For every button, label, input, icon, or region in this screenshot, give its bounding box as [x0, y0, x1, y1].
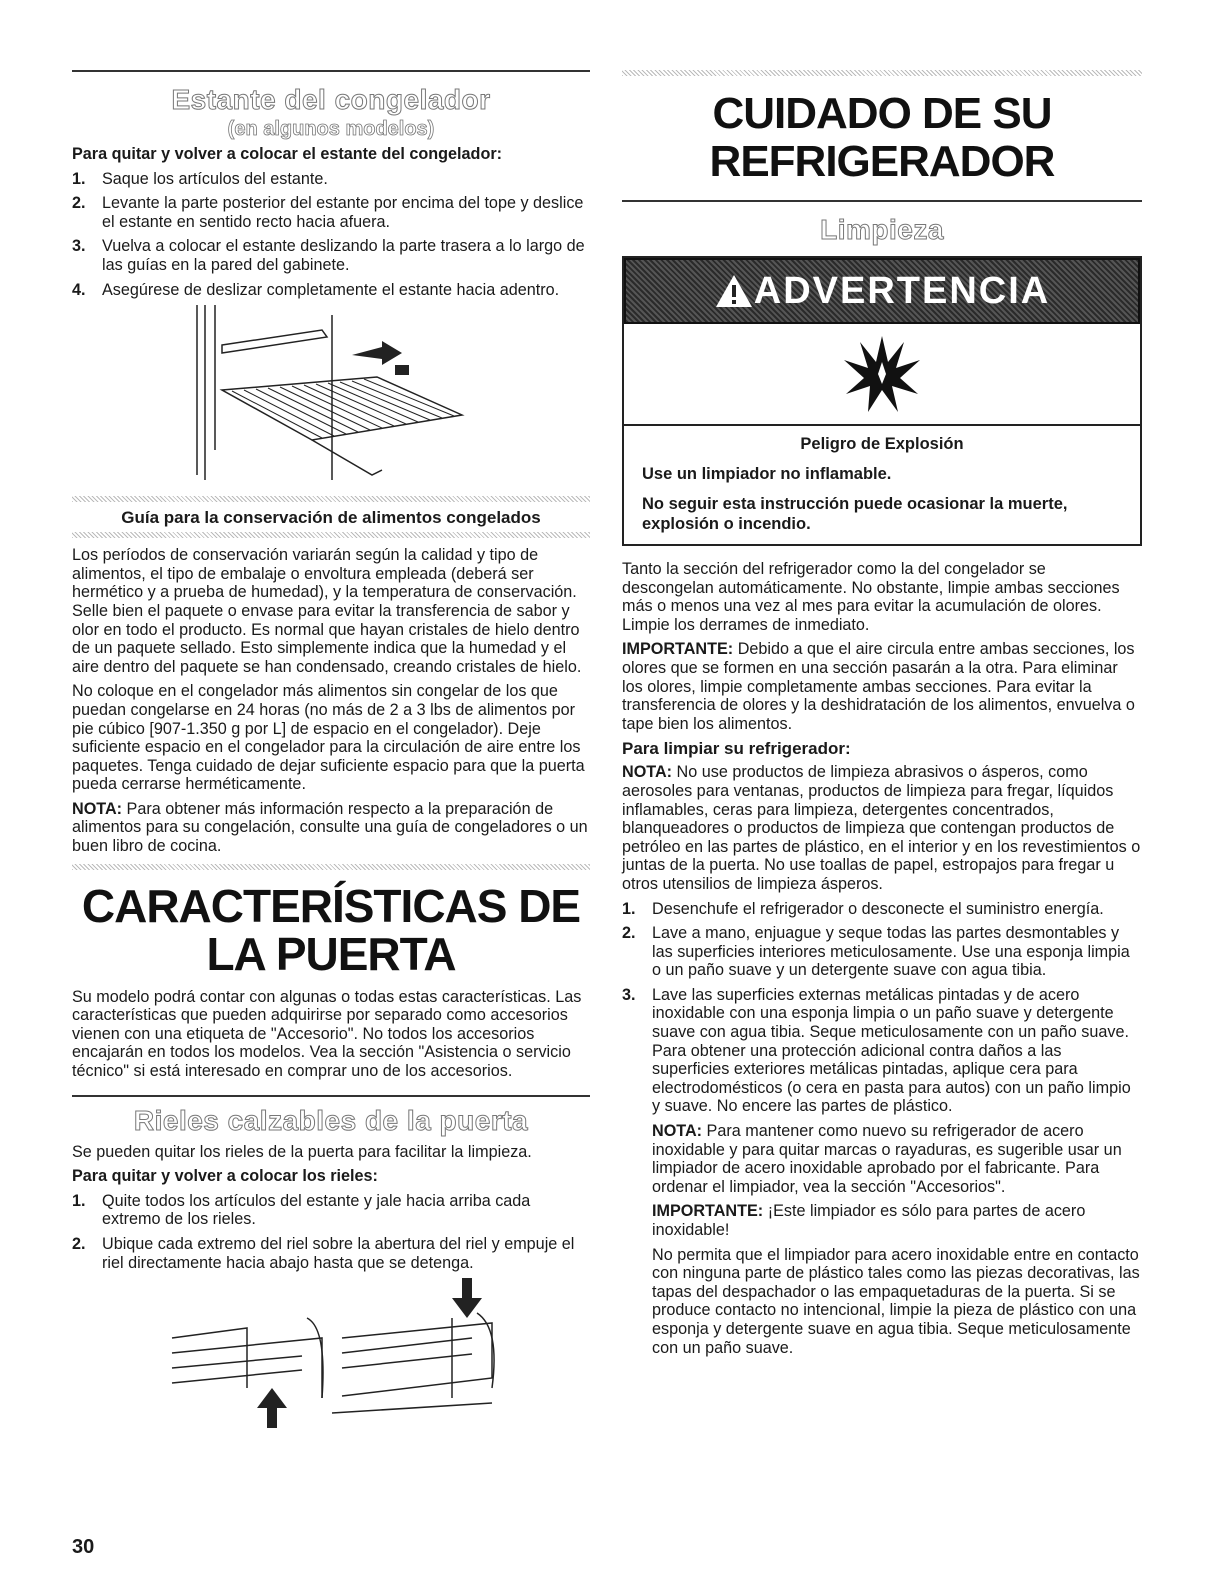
warning-box — [622, 256, 1142, 546]
cleaning-heading: Limpieza — [820, 214, 944, 245]
care-title-line-2: REFRIGERADOR — [709, 137, 1055, 186]
frozen-food-paragraph-2: No coloque en el congelador más alimentos sin congelar de los que puedan congelarse en 24 horas (no más de 2 a 3 lbs de alimentos por pie cúbico [907-1.350 g por L] de espacio en el congelador). Deje suficiente espacio en el congelador para la circulación de aire entre los paquetes. Tenga cuidado de dejar suficiente espacio para que la puerta pueda cerrarse herméticamente. — [72, 682, 585, 794]
section-rule — [72, 1095, 590, 1097]
warning-symbol-area — [624, 324, 1140, 426]
cleaning-paragraph-1: Tanto la sección del refrigerador como la del congelador se descongelan automáticamente. No obstante, limpie ambas secciones más o menos una vez al mes para evitar la acumulación de olores. Limpie los derrames de inmediato. — [622, 560, 1120, 634]
frozen-food-note: NOTA: Para obtener más información respecto a la preparación de alimentos para su congelación, consulte una guía de congeladores o un buen libro de cocina. — [72, 799, 588, 856]
top-rule — [72, 70, 590, 72]
warning-line-2: No seguir esta instrucción puede ocasionar la muerte, explosión o incendio. — [642, 495, 1068, 533]
door-rails-steps — [72, 1192, 590, 1272]
door-features-title-line-2: LA PUERTA — [206, 927, 456, 980]
list-item: 2. Lave a mano, enjuague y seque todas las partes desmontables y las superficies interiores meticulosamente. Use una esponja limpia o un paño suave y un detergente suave con agua tibia. — [622, 924, 1130, 980]
freezer-shelf-illustration — [72, 305, 590, 485]
list-item: 3. Vuelva a colocar el estante deslizando la parte trasera a lo largo de las guías en la pared del gabinete. — [72, 237, 585, 274]
list-item: 3. Lave las superficies externas metálicas pintadas y de acero inoxidable con una esponja limpia o un paño suave y detergente suave con agua tibia. Seque meticulosamente con un paño suave. Para obtener una protección adicional contra daños a las superficies exteriores metálicas pintadas, aplique cera para electrodomésticos (o cera en pasta para autos) con un paño limpio y suave. No encere las partes de plástico. — [622, 985, 1131, 1116]
warning-text — [624, 426, 1140, 544]
freezer-shelf-subheading: (en algunos modelos) — [227, 118, 435, 140]
step3-final: No permita que el limpiador para acero inoxidable entre en contacto con ninguna parte de plástico tales como las piezas decorativas, las tapas del despachador o las empaquetaduras de la puerta. Si se produce contacto no intencional, limpie la pieza de plástico con una esponja y detergente suave en agua tibia. Seque meticulosamente con un paño suave. — [652, 1245, 1140, 1357]
top-divider — [622, 70, 1142, 76]
section-divider — [72, 532, 590, 538]
explosion-icon — [842, 334, 922, 414]
warning-triangle-icon — [714, 273, 754, 309]
warning-line-1: Use un limpiador no inflamable. — [642, 465, 892, 483]
right-column — [622, 70, 1142, 1363]
door-features-paragraph: Su modelo podrá contar con algunas o todas estas características. Las características que pueden adquirirse por separado como accesorios vienen con una etiqueta de "Accesorio". No todos los accesorios encajarán en todos los modelos. Vea la sección "Asistencia o servicio técnico" si está interesado en comprar uno de los accesorios. — [72, 987, 582, 1081]
door-rails-paragraph: Se pueden quitar los rieles de la puerta para facilitar la limpieza. — [72, 1142, 532, 1161]
warning-banner — [624, 258, 1140, 324]
step3-note: NOTA: Para mantener como nuevo su refrigerador de acero inoxidable y para quitar marcas o rayaduras, es sugerible usar un limpiador de acero inoxidable aprobado por el fabricante. Para ordenar el limpiador, vea la sección "Accesorios". — [652, 1122, 1122, 1196]
howto-heading: Para limpiar su refrigerador: — [622, 739, 851, 759]
door-rails-illustration — [72, 1278, 590, 1428]
section-divider — [72, 864, 590, 870]
freezer-shelf-heading: Estante del congelador — [171, 84, 491, 115]
door-rails-intro: Para quitar y volver a colocar los rieles: — [72, 1167, 378, 1186]
list-item: 4. Asegúrese de deslizar completamente el estante hacia adentro. — [72, 280, 560, 299]
left-column — [72, 70, 590, 1433]
freezer-shelf-intro: Para quitar y volver a colocar el estante del congelador: — [72, 145, 503, 163]
door-features-title-line-1: CARACTERÍSTICAS DE — [81, 879, 581, 932]
frozen-food-paragraph-1: Los períodos de conservación variarán según la calidad y tipo de alimentos, el tipo de embalaje o envoltura empleada (deberá ser hermético y a prueba de humedad), y la temperatura de conservación. Selle bien el paquete o envase para evitar la transferencia de sabor y olor en todo el producto. Es normal que hayan cristales de hielo dentro de un paquete sellado. Esto simplemente indica que la humedad y el aire dentro del paquete se han condensado, creando cristales de hielo. — [72, 546, 582, 676]
section-rule — [622, 200, 1142, 202]
warning-banner-label: ADVERTENCIA — [753, 269, 1051, 312]
list-item: 1. Desenchufe el refrigerador o desconecte el suministro energía. — [622, 899, 1104, 918]
list-item: 2. Levante la parte posterior del estante por encima del tope y deslice el estante en sentido recto hacia afuera. — [72, 194, 584, 231]
warning-hazard: Peligro de Explosión — [800, 435, 964, 453]
cleaning-note: NOTA: No use productos de limpieza abrasivos o ásperos, como aerosoles para ventanas, productos de limpieza para fregar, líquidos inflamables, ceras para limpieza, detergentes concentrados, blanqueadores o productos de limpieza que contengan productos de petróleo en las partes de plástico, en el interior y en los revestimientos o juntas de la puerta. No use toallas de papel, estropajos para fregar u otros utensilios de limpieza ásperos. — [622, 763, 1141, 893]
page-number: 30 — [72, 1536, 95, 1558]
freezer-shelf-steps — [72, 170, 590, 300]
cleaning-steps — [622, 900, 1142, 1117]
frozen-food-heading: Guía para la conservación de alimentos congelados — [121, 508, 541, 528]
door-rails-heading: Rieles calzables de la puerta — [133, 1104, 529, 1136]
step3-important: IMPORTANTE: ¡Este limpiador es sólo para partes de acero inoxidable! — [652, 1202, 1086, 1239]
section-divider — [72, 496, 590, 502]
list-item: 1. Saque los artículos del estante. — [72, 169, 328, 188]
cleaning-important: IMPORTANTE: Debido a que el aire circula entre ambas secciones, los olores que se formen en una sección pasarán a la otra. Para eliminar los olores, limpie completamente ambas secciones. Para evitar la transferencia de olores y la deshidratación de los alimentos, envuelva o tape bien los alimentos. — [622, 640, 1135, 733]
care-title-line-1: CUIDADO DE SU — [712, 89, 1052, 138]
list-item: 1. Quite todos los artículos del estante y jale hacia arriba cada extremo de los rieles. — [72, 1191, 531, 1229]
list-item: 2. Ubique cada extremo del riel sobre la abertura del riel y empuje el riel directamente hacia abajo hasta que se detenga. — [72, 1235, 575, 1272]
